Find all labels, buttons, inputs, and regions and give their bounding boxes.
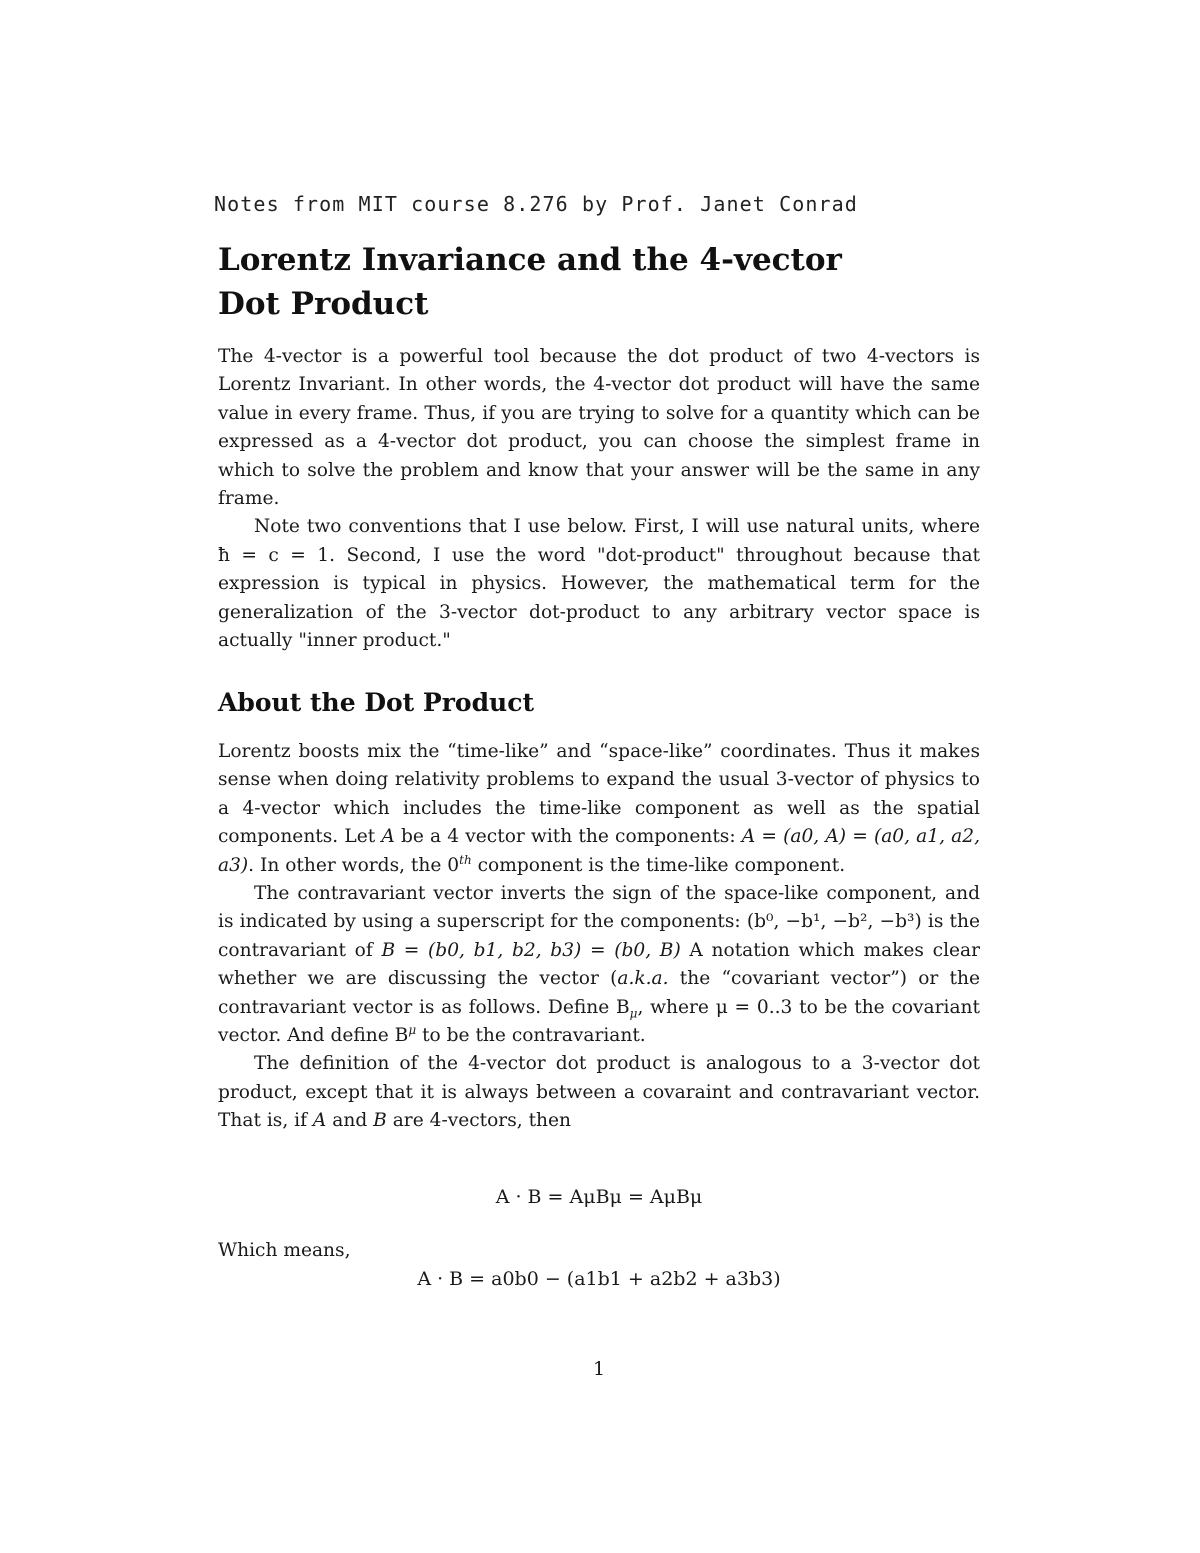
section-heading: About the Dot Product bbox=[218, 688, 534, 717]
p2-mu-superscript: μ bbox=[408, 1022, 417, 1037]
p3-text-b: and bbox=[326, 1110, 374, 1132]
document-page bbox=[214, 0, 981, 1553]
p1-text-d: . In other words, the 0 bbox=[248, 854, 460, 876]
p1-components-expression: A = (a0, A) = (a0, a1, a2, a3) bbox=[218, 826, 981, 876]
p1-text-e: component is the time-like component. bbox=[471, 854, 846, 876]
intro-paragraph-1: The 4-vector is a powerful tool because the dot product of two 4-vectors is Lorentz Invariant. In other words, the 4-vector dot product will have the same value in every frame. Thus, if you are trying to solve for a quantity which can be expressed as a 4-vector dot product, you can choose the simplest frame in which to solve the problem and know that your answer will be the same in any frame. bbox=[218, 346, 980, 510]
title-line-2: Dot Product bbox=[218, 286, 429, 322]
p3-text-c: are 4-vectors, then bbox=[386, 1110, 571, 1132]
page-title bbox=[218, 238, 980, 326]
section-paragraph-2 bbox=[218, 880, 980, 1050]
intro-block bbox=[218, 343, 980, 655]
p3-var-B: B bbox=[373, 1110, 387, 1132]
intro-paragraph-2: Note two conventions that I use below. First, I will use natural units, where ħ = c = 1. Second, I use the word "dot-product" throughout because that expression is typical in physics. However, the mathematical term for the generalization of the 3-vector dot-product to any arbitrary vector space is actually "inner product." bbox=[218, 516, 980, 652]
p1-text-b: be a 4 vector with the components: bbox=[394, 826, 742, 848]
title-line-1: Lorentz Invariance and the 4-vector bbox=[218, 242, 842, 278]
section-paragraph-1 bbox=[218, 738, 980, 880]
equation-dot-product-expansion: A · B = a0b0 − (a1b1 + a2b2 + a3b3) bbox=[417, 1268, 781, 1290]
page-number: 1 bbox=[592, 1358, 606, 1380]
section-body bbox=[218, 738, 980, 1136]
p2-text-b: A notation which makes clear whether we are discussing the vector ( bbox=[218, 939, 980, 990]
p2-text-e: to be the contravariant. bbox=[416, 1025, 646, 1047]
p1-th-superscript: th bbox=[459, 852, 472, 867]
equation-dot-product-definition: A · B = AμBμ = AμBμ bbox=[495, 1186, 703, 1208]
which-means-label: Which means, bbox=[218, 1240, 351, 1261]
p2-aka: a.k.a. bbox=[617, 968, 669, 990]
p2-text-d: , where μ = 0..3 to be the covariant vector. And define B bbox=[218, 996, 981, 1047]
p3-var-A: A bbox=[312, 1110, 327, 1132]
course-note-header: Notes from MIT course 8.276 by Prof. Janet Conrad bbox=[214, 192, 858, 216]
p1-var-A: A bbox=[381, 826, 395, 848]
p2-mu-subscript: μ bbox=[629, 1006, 638, 1021]
section-paragraph-3 bbox=[218, 1050, 980, 1135]
p2-B-expression: B = (b0, b1, b2, b3) = (b0, B) bbox=[381, 939, 681, 961]
p1-text-a: Lorentz boosts mix the “time-like” and “space-like” coordinates. Thus it makes sense when doing relativity problems to expand the usual 3-vector of physics to a 4-vector which includes the time-like component as well as the spatial components. Let bbox=[218, 741, 980, 848]
p2-text-c: the “covariant vector”) or the contravariant vector is as follows. Define B bbox=[218, 968, 980, 1018]
p3-text-a: The definition of the 4-vector dot product is analogous to a 3-vector dot product, except that it is always between a covaraint and contravariant vector. That is, if bbox=[218, 1053, 980, 1132]
p2-text-a: The contravariant vector inverts the sign of the space-like component, and is indicated by using a superscript for the components: (b⁰, −b¹, −b², −b³) is the contravariant of bbox=[218, 883, 980, 961]
